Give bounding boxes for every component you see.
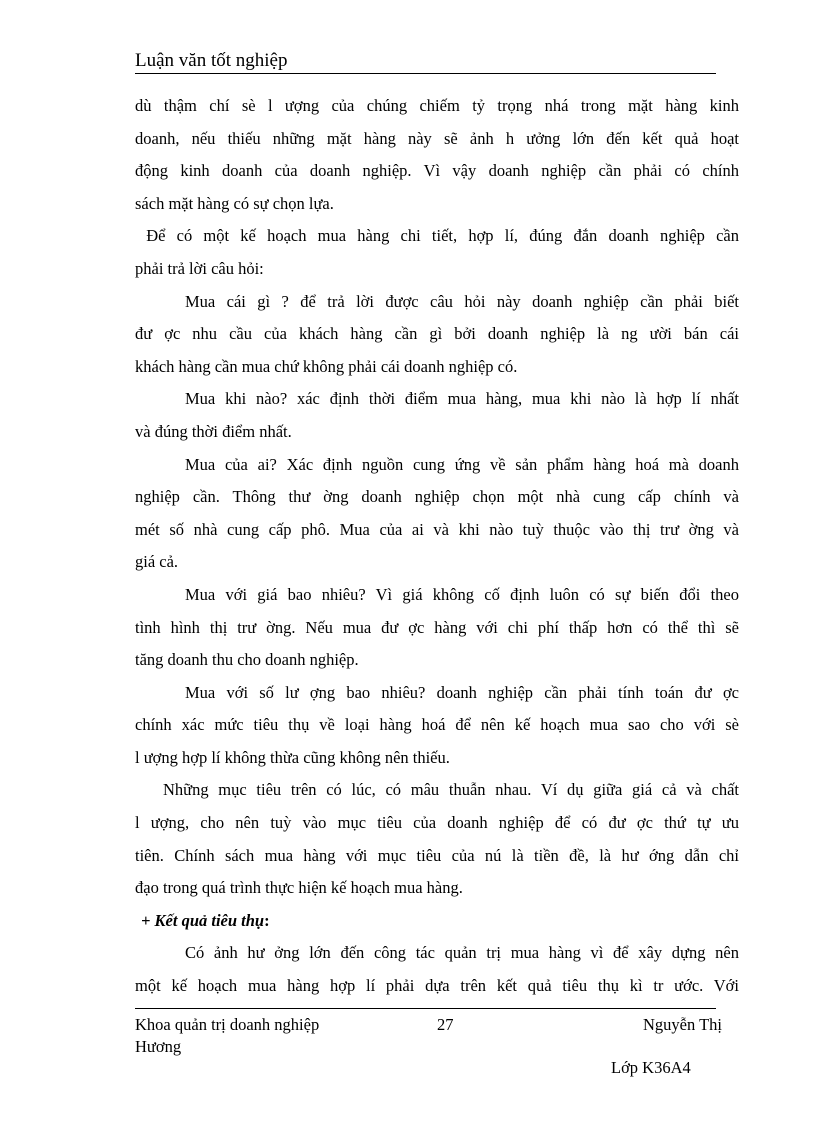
result-heading: Kết quả tiêu thụ <box>154 910 265 930</box>
body-line: dù thậm chí sè l ượng của chúng chiếm tỷ trọng nhá trong mặt hàng kinh <box>135 96 739 115</box>
document-body <box>135 90 739 1003</box>
body-line: tăng doanh thu cho doanh nghiệp. <box>135 650 359 670</box>
footer-faculty: Khoa quản trị doanh nghiệp <box>135 1015 320 1034</box>
body-line: khách hàng cần mua chứ không phải cái doanh nghiệp có. <box>135 356 518 376</box>
body-line: Có ảnh hư ởng lớn đến công tác quản trị mua hàng vì để xây dựng nên <box>185 943 739 963</box>
body-line: giá cả. <box>135 552 179 572</box>
header-divider <box>135 73 716 74</box>
body-line: Mua khi nào? xác định thời điểm mua hàng, mua khi nào là hợp lí nhất <box>185 389 739 409</box>
body-line: l ượng hợp lí không thừa cũng không nên thiếu. <box>135 747 450 767</box>
body-line: l ượng, cho nên tuỳ vào mục tiêu của doanh nghiệp để có đư ợc thứ tự ưu <box>135 813 739 833</box>
body-line: phải trả lời câu hỏi: <box>135 258 264 278</box>
body-line: đư ợc nhu cầu của khách hàng cần gì bởi doanh nghiệp là ng ười bán cái <box>135 324 739 344</box>
body-line: Mua với giá bao nhiêu? Vì giá không cố định luôn có sự biến đổi theo <box>185 584 739 604</box>
body-line: tình hình thị trư ờng. Nếu mua đư ợc hàng với chi phí thấp hơn có thể thì sẽ <box>135 617 739 637</box>
body-line: Mua cái gì ? để trả lời được câu hỏi này doanh nghiệp cần phải biết <box>185 291 739 311</box>
body-line: tiên. Chính sách mua hàng với mục tiêu của nú là tiền đề, là hư ớng dẫn chỉ <box>135 845 739 865</box>
footer-author-last: Hương <box>135 1037 182 1056</box>
body-line: một kế hoạch mua hàng hợp lí phải dựa trên kết quả tiêu thụ kì tr ước. Với <box>135 976 739 996</box>
result-prefix: + <box>141 910 155 930</box>
footer-class: Lớp K36A4 <box>611 1058 691 1077</box>
body-line: sách mặt hàng có sự chọn lựa. <box>135 193 334 213</box>
body-line: Mua với số lư ợng bao nhiêu? doanh nghiệp cần phải tính toán đư ợc <box>185 682 739 702</box>
body-line: và đúng thời điểm nhất. <box>135 421 292 441</box>
body-line: doanh, nếu thiếu những mặt hàng này sẽ ảnh h ưởng lớn đến kết quả hoạt <box>135 128 739 148</box>
result-colon: : <box>264 910 270 930</box>
page-number: 27 <box>437 1015 454 1034</box>
result-heading-line <box>135 905 739 938</box>
body-line: Mua của ai? Xác định nguồn cung ứng về sản phẩm hàng hoá mà doanh <box>185 454 739 474</box>
footer-divider <box>135 1008 716 1009</box>
body-line: nghiệp cần. Thông thư ờng doanh nghiệp chọn một nhà cung cấp chính và <box>135 487 739 507</box>
body-line: chính xác mức tiêu thụ về loại hàng hoá để nên kế hoạch mua sao cho với sè <box>135 715 739 735</box>
body-line: động kinh doanh của doanh nghiệp. Vì vậy doanh nghiệp cần phải có chính <box>135 161 739 181</box>
header-title: Luận văn tốt nghiệp <box>135 50 288 71</box>
footer-author-first: Nguyễn Thị <box>643 1015 722 1034</box>
body-line: Để có một kế hoạch mua hàng chi tiết, hợp lí, đúng đắn doanh nghiệp cần <box>135 226 739 246</box>
body-line: Những mục tiêu trên có lúc, có mâu thuẫn nhau. Ví dụ giữa giá cả và chất <box>163 780 739 800</box>
body-line: mét số nhà cung cấp phô. Mua của ai và khi nào tuỳ thuộc vào thị trư ờng và <box>135 519 739 539</box>
body-line: đạo trong quá trình thực hiện kế hoạch mua hàng. <box>135 878 463 898</box>
